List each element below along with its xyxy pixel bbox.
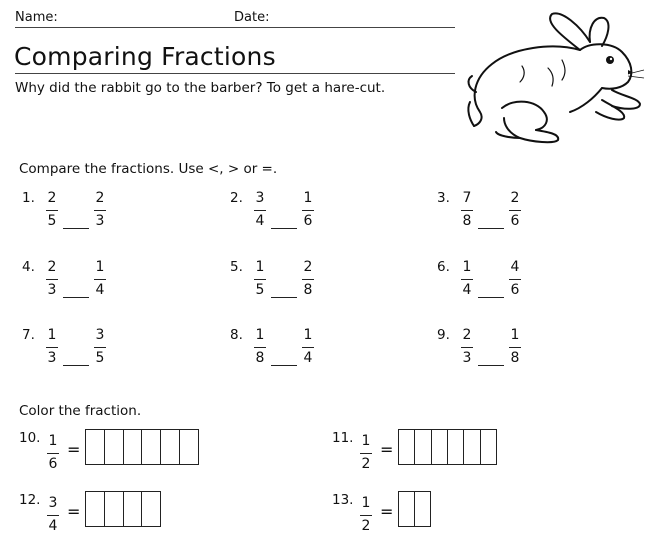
fraction-bar (94, 347, 106, 348)
grid-cell[interactable] (86, 492, 105, 526)
denominator: 4 (255, 213, 265, 229)
denominator: 4 (303, 350, 313, 366)
problem-number: 12. (19, 492, 41, 508)
denominator: 6 (510, 213, 520, 229)
fraction-bar (302, 347, 314, 348)
denominator: 6 (48, 456, 58, 472)
numerator: 1 (255, 259, 265, 275)
problem-number: 4. (22, 259, 35, 275)
denominator: 2 (361, 518, 371, 534)
numerator: 3 (48, 495, 58, 511)
fraction-bar (360, 453, 372, 454)
grid-cell[interactable] (142, 492, 160, 526)
grid-cell[interactable] (124, 492, 143, 526)
header-line (15, 27, 455, 28)
answer-blank[interactable] (271, 297, 297, 298)
problem-number: 10. (19, 430, 41, 446)
denominator: 5 (47, 213, 57, 229)
fraction-bar (461, 210, 473, 211)
problem-number: 7. (22, 327, 35, 343)
grid-cell[interactable] (399, 430, 415, 464)
date-label: Date: (234, 10, 270, 25)
denominator: 4 (95, 282, 105, 298)
grid-cell[interactable] (399, 492, 415, 526)
fraction-bar (46, 347, 58, 348)
denominator: 3 (95, 213, 105, 229)
fraction-bar (461, 279, 473, 280)
grid-cell[interactable] (124, 430, 143, 464)
title-underline (15, 73, 455, 74)
numerator: 1 (510, 327, 520, 343)
grid-cell[interactable] (432, 430, 448, 464)
denominator: 4 (48, 518, 58, 534)
grid-cell[interactable] (86, 430, 105, 464)
fraction-bar (47, 453, 59, 454)
answer-blank[interactable] (478, 297, 504, 298)
name-label: Name: (15, 10, 58, 25)
grid-cell[interactable] (415, 492, 430, 526)
fraction-grid (398, 491, 431, 527)
equals-sign: = (67, 440, 81, 459)
answer-blank[interactable] (478, 228, 504, 229)
answer-blank[interactable] (63, 228, 89, 229)
fraction-bar (47, 515, 59, 516)
compare-instruction: Compare the fractions. Use <, > or =. (19, 161, 278, 177)
problem-number: 2. (230, 190, 243, 206)
numerator: 4 (510, 259, 520, 275)
fraction-bar (254, 347, 266, 348)
fraction-bar (46, 210, 58, 211)
fraction-bar (94, 279, 106, 280)
denominator: 8 (510, 350, 520, 366)
denominator: 2 (361, 456, 371, 472)
page-title: Comparing Fractions (14, 42, 276, 71)
problem-number: 11. (332, 430, 354, 446)
numerator: 3 (95, 327, 105, 343)
grid-cell[interactable] (105, 492, 124, 526)
denominator: 6 (510, 282, 520, 298)
numerator: 1 (303, 190, 313, 206)
numerator: 1 (48, 433, 58, 449)
numerator: 1 (303, 327, 313, 343)
fraction-bar (302, 210, 314, 211)
problem-number: 8. (230, 327, 243, 343)
problem-number: 9. (437, 327, 450, 343)
numerator: 1 (255, 327, 265, 343)
answer-blank[interactable] (63, 365, 89, 366)
denominator: 8 (255, 350, 265, 366)
numerator: 7 (462, 190, 472, 206)
denominator: 5 (255, 282, 265, 298)
grid-cell[interactable] (105, 430, 124, 464)
numerator: 2 (47, 190, 57, 206)
rabbit-illustration (462, 8, 647, 146)
answer-blank[interactable] (63, 297, 89, 298)
fraction-grid (85, 429, 199, 465)
fraction-bar (509, 210, 521, 211)
problem-number: 3. (437, 190, 450, 206)
answer-blank[interactable] (478, 365, 504, 366)
fraction-bar (302, 279, 314, 280)
equals-sign: = (67, 502, 81, 521)
answer-blank[interactable] (271, 365, 297, 366)
numerator: 2 (510, 190, 520, 206)
fraction-bar (360, 515, 372, 516)
grid-cell[interactable] (180, 430, 198, 464)
problem-number: 1. (22, 190, 35, 206)
problem-number: 13. (332, 492, 354, 508)
denominator: 3 (462, 350, 472, 366)
denominator: 3 (47, 350, 57, 366)
equals-sign: = (380, 502, 394, 521)
grid-cell[interactable] (142, 430, 161, 464)
numerator: 2 (47, 259, 57, 275)
denominator: 4 (462, 282, 472, 298)
fraction-grid (85, 491, 161, 527)
grid-cell[interactable] (464, 430, 480, 464)
problem-number: 6. (437, 259, 450, 275)
fraction-bar (254, 210, 266, 211)
equals-sign: = (380, 440, 394, 459)
joke-text: Why did the rabbit go to the barber? To get a hare-cut. (15, 80, 386, 96)
numerator: 2 (462, 327, 472, 343)
problem-number: 5. (230, 259, 243, 275)
fraction-bar (509, 347, 521, 348)
numerator: 1 (95, 259, 105, 275)
denominator: 8 (303, 282, 313, 298)
denominator: 5 (95, 350, 105, 366)
grid-cell[interactable] (481, 430, 496, 464)
numerator: 1 (361, 433, 371, 449)
fraction-bar (509, 279, 521, 280)
numerator: 1 (462, 259, 472, 275)
numerator: 2 (303, 259, 313, 275)
grid-cell[interactable] (448, 430, 464, 464)
denominator: 6 (303, 213, 313, 229)
grid-cell[interactable] (415, 430, 431, 464)
numerator: 1 (361, 495, 371, 511)
fraction-grid (398, 429, 497, 465)
answer-blank[interactable] (271, 228, 297, 229)
numerator: 3 (255, 190, 265, 206)
fraction-bar (94, 210, 106, 211)
fraction-bar (46, 279, 58, 280)
numerator: 1 (47, 327, 57, 343)
numerator: 2 (95, 190, 105, 206)
grid-cell[interactable] (161, 430, 180, 464)
denominator: 8 (462, 213, 472, 229)
color-instruction: Color the fraction. (19, 403, 142, 419)
fraction-bar (461, 347, 473, 348)
denominator: 3 (47, 282, 57, 298)
fraction-bar (254, 279, 266, 280)
